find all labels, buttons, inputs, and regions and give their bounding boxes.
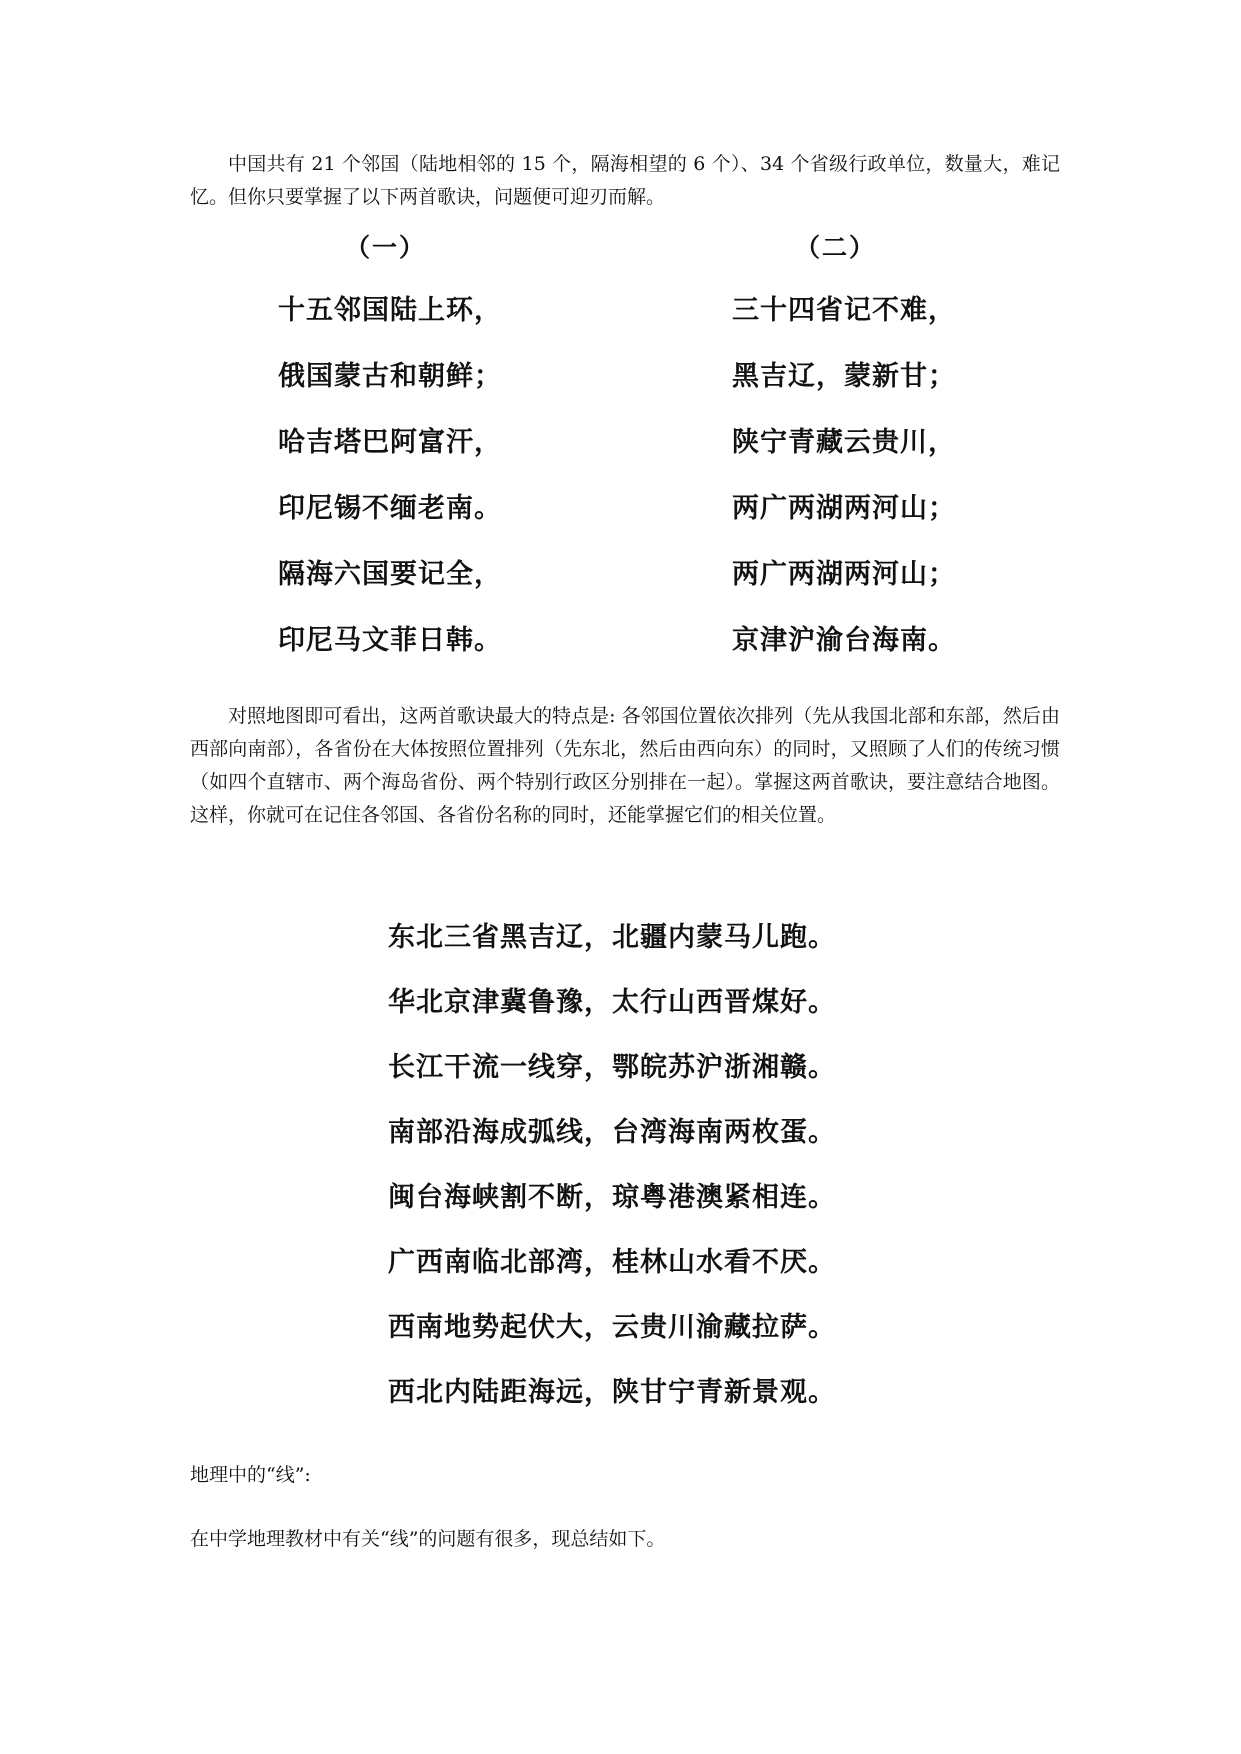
rhyme-one-line: 俄国蒙古和朝鲜； [278, 361, 502, 392]
rhyme-two-verses [732, 288, 956, 684]
region-verse-line: 长江干流一线穿，鄂皖苏沪浙湘赣。 [388, 1052, 836, 1083]
intro-paragraph: 中国共有 21 个邻国（陆地相邻的 15 个，隔海相望的 6 个）、34 个省级行政单位，数量大，难记忆。但你只要掌握了以下两首歌诀，问题便可迎刃而解。 [190, 153, 1060, 208]
rhyme-one-line: 隔海六国要记全， [278, 559, 502, 590]
explanation-paragraph: 对照地图即可看出，这两首歌诀最大的特点是: 各邻国位置依次排列（先从我国北部和东部，然后由西部向南部），各省份在大体按照位置排列（先东北，然后由西向东）的同时，又照顾了人们的传统习惯（如四个直辖市、两个海岛省份、两个特别行政区分别排在一起）。掌握这两首歌诀，要注意结合地图。这样，你就可在记住各邻国、各省份名称的同时，还能掌握它们的相关位置。 [190, 705, 1060, 826]
rhyme-one-line: 印尼马文菲日韩。 [278, 625, 502, 656]
region-verse-line: 南部沿海成弧线，台湾海南两枚蛋。 [388, 1117, 836, 1148]
lines-section-intro: 在中学地理教材中有关“线”的问题有很多，现总结如下。 [190, 1528, 666, 1550]
rhyme-two-line: 两广两湖两河山； [732, 559, 956, 590]
region-verse-line: 华北京津冀鲁豫，太行山西晋煤好。 [388, 987, 836, 1018]
region-verse-line: 西南地势起伏大，云贵川渝藏拉萨。 [388, 1312, 836, 1343]
rhyme-one-heading: （一） [345, 233, 427, 262]
rhyme-two-line: 京津沪渝台海南。 [732, 625, 956, 656]
rhyme-one-line: 印尼锡不缅老南。 [278, 493, 502, 524]
region-verse-line: 广西南临北部湾，桂林山水看不厌。 [388, 1247, 836, 1278]
rhyme-two-line: 两广两湖两河山； [732, 493, 956, 524]
rhyme-one-verses [278, 288, 502, 684]
rhyme-two-heading: （二） [795, 233, 877, 262]
region-verses [388, 915, 836, 1435]
rhyme-one-line: 十五邻国陆上环， [278, 295, 502, 326]
region-verse-line: 西北内陆距海远，陕甘宁青新景观。 [388, 1377, 836, 1408]
rhyme-two-line: 黑吉辽，蒙新甘； [732, 361, 956, 392]
rhyme-one-line: 哈吉塔巴阿富汗， [278, 427, 502, 458]
region-verse-line: 闽台海峡割不断，琼粤港澳紧相连。 [388, 1182, 836, 1213]
lines-section-heading: 地理中的“线”: [190, 1464, 311, 1486]
rhyme-two-line: 三十四省记不难， [732, 295, 956, 326]
rhyme-two-line: 陕宁青藏云贵川， [732, 427, 956, 458]
region-verse-line: 东北三省黑吉辽，北疆内蒙马儿跑。 [388, 922, 836, 953]
